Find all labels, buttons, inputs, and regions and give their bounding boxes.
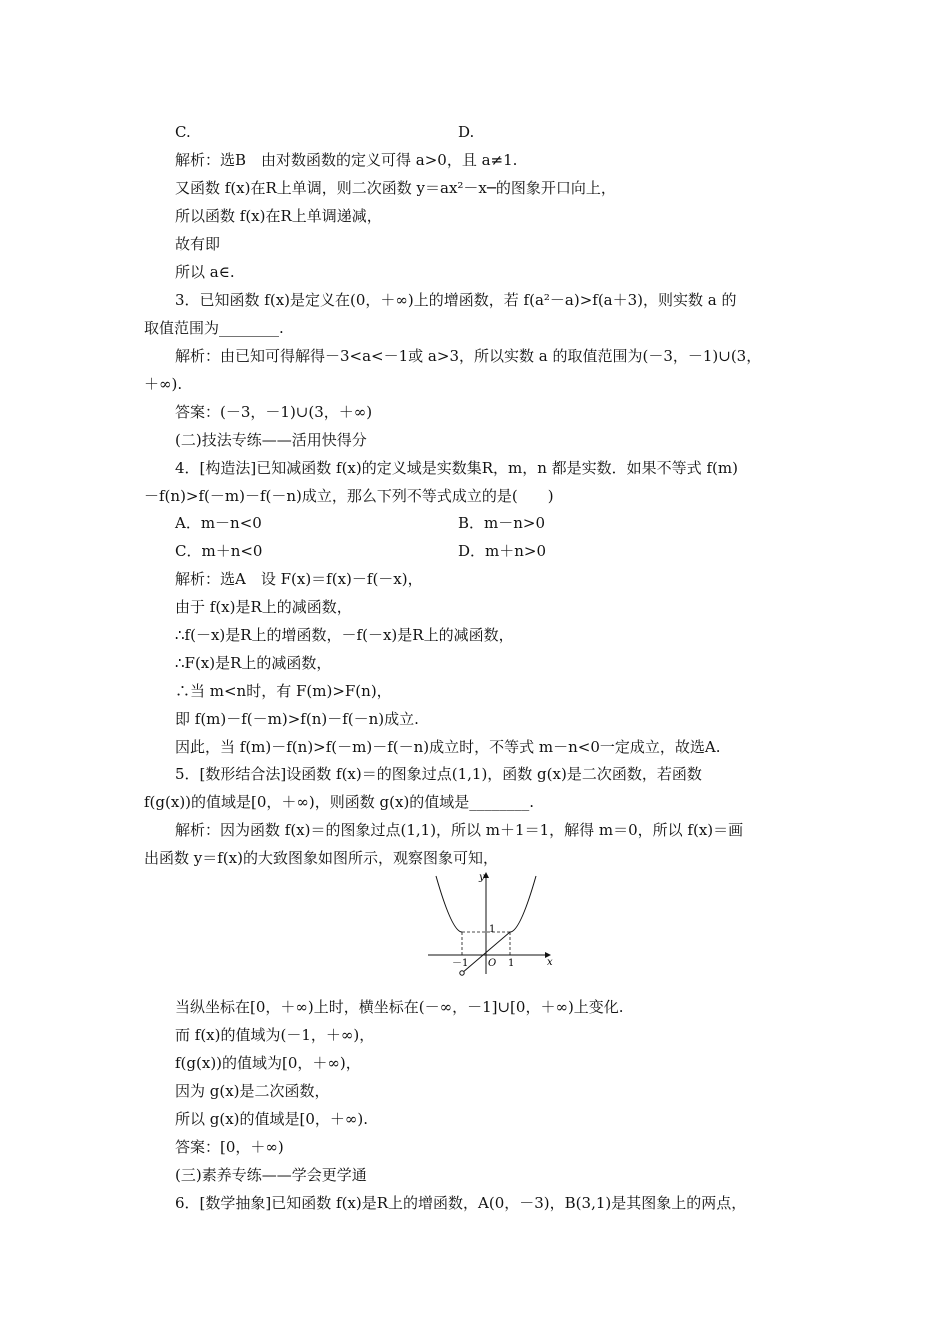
text-line: 解析：因为函数 f(x)＝的图象过点(1,1)，所以 m＋1＝1，解得 m＝0，所以 f(x)＝画: [175, 821, 744, 839]
text-line: ∴f(－x)是R上的增函数，－f(－x)是R上的减函数，: [175, 626, 514, 644]
text-line: 当纵坐标在[0，＋∞)上时，横坐标在(－∞，－1]∪[0，＋∞)上变化.: [175, 998, 624, 1016]
option-b: B．m－n>0: [458, 514, 546, 532]
tick-label-y1: 1: [489, 924, 496, 935]
text-line: 取值范围为________.: [144, 319, 284, 337]
answer-5: 答案：[0，＋∞): [175, 1138, 284, 1156]
function-graph: [422, 868, 557, 978]
x-axis-label: x: [547, 957, 553, 968]
tick-label-neg1: －1: [452, 958, 469, 969]
text-line: f(g(x))的值域为[0，＋∞)，: [175, 1054, 361, 1072]
answer-3: 答案：(－3，－1)∪(3，＋∞): [175, 403, 373, 421]
text-line: 所以 a∈.: [175, 263, 235, 281]
y-axis-label: y: [479, 872, 485, 883]
text-line: －f(n)>f(－m)－f(－n)成立，那么下列不等式成立的是( ): [144, 487, 554, 505]
text-line: f(g(x))的值域是[0，＋∞)，则函数 g(x)的值域是________.: [144, 793, 535, 811]
text-line: 出函数 y＝f(x)的大致图象如图所示，观察图象可知，: [144, 849, 498, 867]
text-line: 解析：选A 设 F(x)＝f(x)－f(－x)，: [175, 570, 423, 588]
text-line: 故有即: [175, 235, 221, 253]
option-d: D．m＋n>0: [458, 542, 547, 560]
text-line: ∴当 m<n时，有 F(m)>F(n)，: [175, 682, 392, 700]
question-4: 4．[构造法]已知减函数 f(x)的定义域是实数集R，m，n 都是实数．如果不等式 f(m): [175, 459, 738, 477]
question-5: 5．[数形结合法]设函数 f(x)＝的图象过点(1,1)，函数 g(x)是二次函数，若函数: [175, 765, 702, 783]
text-line: 又函数 f(x)在R上单调，则二次函数 y＝ax²－x─的图象开口向上，: [175, 179, 616, 197]
tick-label-1: 1: [508, 958, 515, 969]
option-c: C.: [175, 123, 191, 141]
section-heading: (三)素养专练——学会更学通: [175, 1166, 367, 1184]
text-line: ∴F(x)是R上的减函数，: [175, 654, 332, 672]
open-point: [460, 971, 464, 975]
text-line: 因为 g(x)是二次函数，: [175, 1082, 330, 1100]
option-a: A．m－n<0: [175, 514, 262, 532]
text-line: 由于 f(x)是R上的减函数，: [175, 598, 352, 616]
section-heading: (二)技法专练——活用快得分: [175, 431, 367, 449]
text-line: 解析：由已知可得解得－3<a<－1或 a>3，所以实数 a 的取值范围为(－3，－1)∪(3，: [175, 347, 762, 365]
origin-label: O: [488, 958, 497, 969]
text-line: ＋∞).: [144, 375, 183, 393]
question-3: 3．已知函数 f(x)是定义在(0，＋∞)上的增函数，若 f(a²－a)>f(a＋3)，则实数 a 的: [175, 291, 737, 309]
text-line: 因此，当 f(m)－f(n)>f(－m)－f(－n)成立时，不等式 m－n<0一定成立，故选A.: [175, 738, 721, 756]
text-line: 解析：选B 由对数函数的定义可得 a>0，且 a≠1.: [175, 151, 518, 169]
text-line: 即 f(m)－f(－m)>f(n)－f(－n)成立.: [175, 710, 419, 728]
text-line: 而 f(x)的值域为(－1，＋∞)，: [175, 1026, 375, 1044]
option-d: D.: [458, 123, 475, 141]
right-curve: [510, 876, 536, 932]
left-curve: [436, 876, 462, 932]
question-6: 6．[数学抽象]已知函数 f(x)是R上的增函数，A(0，－3)，B(3,1)是其图象上的两点，: [175, 1194, 747, 1212]
option-c: C．m＋n<0: [175, 542, 263, 560]
text-line: 所以函数 f(x)在R上单调递减，: [175, 207, 382, 225]
text-line: 所以 g(x)的值域是[0，＋∞).: [175, 1110, 369, 1128]
